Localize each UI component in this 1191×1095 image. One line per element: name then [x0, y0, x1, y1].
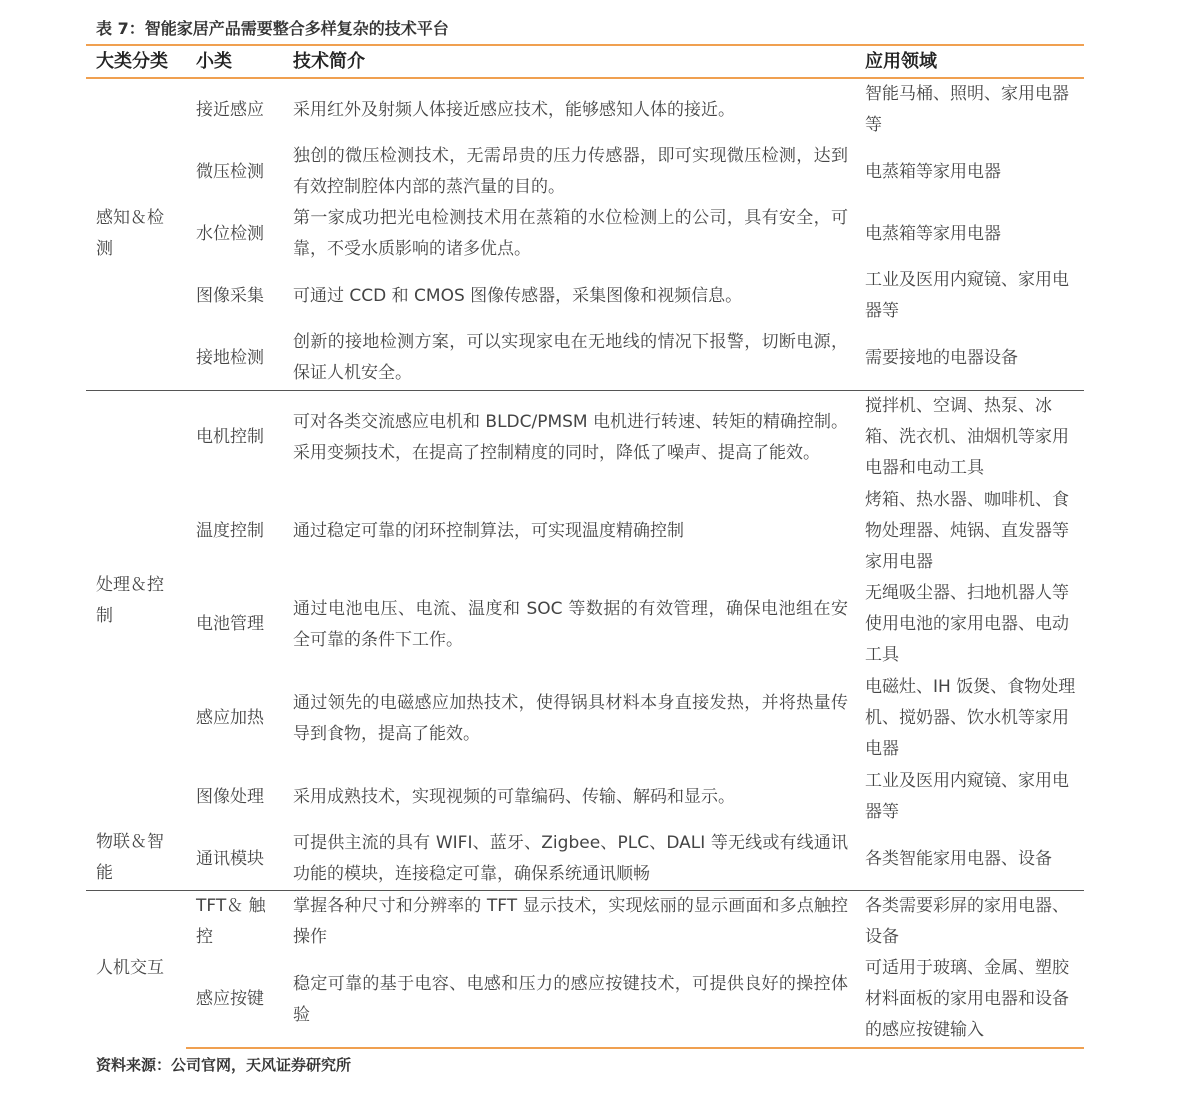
table-row-app: 智能马桶、照明、家用电器等 — [865, 84, 1069, 135]
table-row-desc: 第一家成功把光电检测技术用在蒸箱的水位检测上的公司，具有安全，可靠，不受水质影响的诸多优点。 — [293, 208, 848, 259]
table-row-desc: 采用红外及射频人体接近感应技术，能够感知人体的接近。 — [293, 99, 735, 120]
table-row-app: 电蒸箱等家用电器 — [865, 161, 1001, 182]
header-application: 应用领域 — [865, 51, 937, 72]
table-row-app: 烤箱、热水器、咖啡机、食物处理器、炖锅、直发器等家用电器 — [865, 490, 1069, 572]
header-subcategory: 小类 — [196, 51, 232, 72]
table-row-app: 工业及医用内窥镜、家用电器等 — [865, 771, 1069, 822]
table-row-app: 工业及医用内窥镜、家用电器等 — [865, 270, 1069, 321]
table-row-app: 搅拌机、空调、热泵、冰箱、洗衣机、油烟机等家用电器和电动工具 — [865, 396, 1069, 478]
group-hmi: 人机交互 — [96, 958, 164, 978]
table-row-app: 各类需要彩屏的家用电器、设备 — [865, 896, 1069, 947]
table-row-sub: 接地检测 — [196, 347, 264, 368]
table-row-app: 无绳吸尘器、扫地机器人等使用电池的家用电器、电动工具 — [865, 583, 1069, 665]
table-row-sub: 微压检测 — [196, 161, 264, 182]
table-row-desc: 可通过 CCD 和 CMOS 图像传感器，采集图像和视频信息。 — [293, 285, 743, 306]
source-note: 资料来源：公司官网，天风证券研究所 — [96, 1056, 352, 1074]
table-row-desc: 通过稳定可靠的闭环控制算法，可实现温度精确控制 — [293, 521, 684, 541]
table-row-desc: 可对各类交流感应电机和 BLDC/PMSM 电机进行转速、转矩的精确控制。采用变频技术，在提高了控制精度的同时，降低了噪声、提高了能效。 — [293, 411, 849, 463]
table-row-sub: TFT＆ 触控 — [196, 896, 266, 947]
top-rule — [86, 44, 1084, 46]
group-processing: 处理＆控制 — [96, 575, 164, 626]
table-row-desc: 可提供主流的具有 WIFI、蓝牙、Zigbee、PLC、DALI 等无线或有线通讯功能的模块，连接稳定可靠，确保系统通讯顺畅 — [293, 833, 848, 884]
group-sensing: 感知＆检测 — [96, 208, 164, 259]
table-row-app: 电蒸箱等家用电器 — [865, 223, 1001, 244]
table-row-desc: 掌握各种尺寸和分辨率的 TFT 显示技术，实现炫丽的显示画面和多点触控操作 — [293, 896, 848, 947]
table-row-sub: 感应按键 — [196, 989, 264, 1009]
table-row-sub: 电机控制 — [196, 427, 264, 447]
table-row-sub: 图像处理 — [196, 786, 264, 807]
table-row-sub: 电池管理 — [196, 614, 264, 634]
table-row-sub: 水位检测 — [196, 223, 264, 244]
table-caption: 表 7：智能家居产品需要整合多样复杂的技术平台 — [96, 19, 449, 38]
table-row-desc: 创新的接地检测方案，可以实现家电在无地线的情况下报警，切断电源，保证人机安全。 — [293, 332, 848, 383]
group-iot: 物联＆智能 — [96, 832, 164, 883]
table-row-sub: 温度控制 — [196, 521, 264, 541]
table-row-sub: 图像采集 — [196, 285, 264, 306]
table-row-sub: 接近感应 — [196, 99, 264, 120]
table-row-sub: 通讯模块 — [196, 848, 264, 869]
table-row-app: 可适用于玻璃、金属、塑胶材料面板的家用电器和设备的感应按键输入 — [865, 958, 1069, 1040]
header-description: 技术简介 — [293, 51, 365, 72]
header-category: 大类分类 — [96, 51, 168, 72]
table-row-desc: 稳定可靠的基于电容、电感和压力的感应按键技术，可提供良好的操控体验 — [293, 973, 848, 1025]
table-row-sub: 感应加热 — [196, 708, 264, 728]
table-row-app: 电磁灶、IH 饭煲、食物处理机、搅奶器、饮水机等家用电器 — [865, 677, 1076, 759]
table-row-app: 需要接地的电器设备 — [865, 347, 1018, 368]
bottom-rule — [186, 1047, 1084, 1049]
table-row-app: 各类智能家用电器、设备 — [865, 848, 1052, 869]
table-row-desc: 独创的微压检测技术，无需昂贵的压力传感器，即可实现微压检测，达到有效控制腔体内部的蒸汽量的目的。 — [293, 146, 848, 197]
table-row-desc: 通过领先的电磁感应加热技术，使得锅具材料本身直接发热，并将热量传导到食物，提高了能效。 — [293, 692, 848, 744]
table-row-desc: 采用成熟技术，实现视频的可靠编码、传输、解码和显示。 — [293, 786, 735, 807]
table-row-desc: 通过电池电压、电流、温度和 SOC 等数据的有效管理，确保电池组在安全可靠的条件下工作。 — [293, 598, 848, 650]
